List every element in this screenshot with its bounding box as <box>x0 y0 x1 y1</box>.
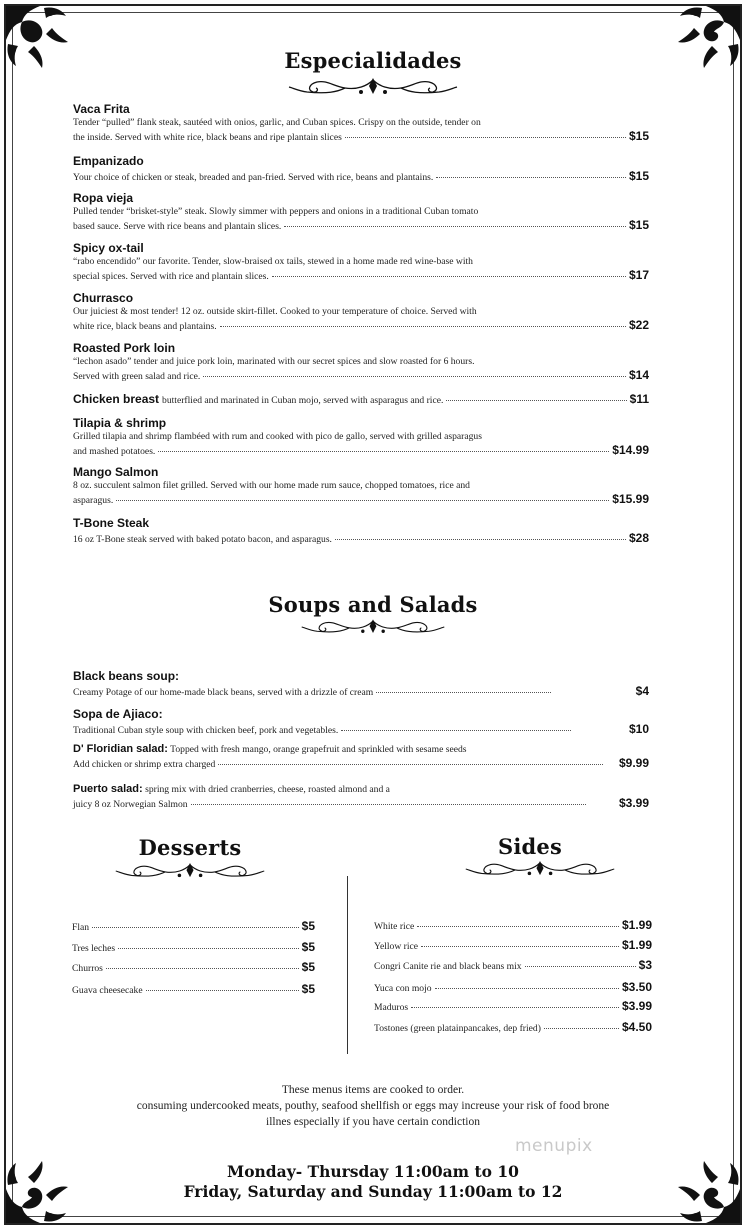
item-description: spring mix with dried cranberries, cheese, roasted almond and a <box>145 784 390 795</box>
item-price: $17 <box>628 268 649 282</box>
desserts-title: Desserts <box>138 835 242 860</box>
item-name: Flan <box>72 922 90 933</box>
item-price-row <box>73 368 649 382</box>
item-price-row <box>73 756 649 770</box>
dot-leader <box>158 451 609 452</box>
item-description: Traditional Cuban style soup with chicken beef, pork and vegetables. <box>73 725 339 736</box>
menu-item <box>73 340 649 382</box>
notice-line: illnes especially if you have certain condiction <box>266 1116 480 1128</box>
flourish-icon <box>287 76 459 98</box>
item-name: Ropa vieja <box>73 191 134 205</box>
item-name: Tilapia & shrimp <box>73 416 167 430</box>
item-price: $15 <box>628 218 649 232</box>
item-price: $3.99 <box>618 796 649 810</box>
specialties-title: Especialidades <box>284 48 462 73</box>
dot-leader <box>436 177 626 178</box>
menu-item <box>374 999 652 1013</box>
menu-item <box>374 958 652 972</box>
item-price: $22 <box>628 318 649 332</box>
item-description: based sauce. Serve with rice beans and plantain slices. <box>73 221 282 232</box>
dot-leader <box>446 400 626 401</box>
dot-leader <box>376 692 551 693</box>
menu-item <box>73 706 649 736</box>
item-name: Puerto salad: <box>73 783 143 795</box>
item-description: the inside. Served with white rice, black beans and ripe plantain slices <box>73 132 342 143</box>
item-description: 16 oz T-Bone steak served with baked potato bacon, and asparagus. <box>73 534 332 545</box>
item-price: $4.50 <box>621 1020 652 1034</box>
menu-item <box>73 668 649 698</box>
menu-item <box>73 290 649 332</box>
item-name: Congri Canite rie and black beans mix <box>374 961 522 972</box>
flourish-icon <box>300 616 446 638</box>
item-price: $28 <box>628 531 649 545</box>
item-price: $10 <box>628 722 649 736</box>
item-price-row <box>73 531 649 545</box>
menu-item <box>73 464 649 506</box>
menu-item <box>72 919 315 933</box>
menu-item <box>374 980 652 994</box>
menu-item <box>72 940 315 954</box>
dot-leader <box>118 948 299 949</box>
dot-leader <box>218 764 603 765</box>
item-description: “rabo encendido” our favorite. Tender, slow-braised ox tails, stewed in a home made red wine-base with <box>73 256 473 267</box>
item-price: $3.99 <box>621 999 652 1013</box>
menu-item <box>73 391 649 407</box>
menu-item <box>73 415 649 457</box>
item-price: $3 <box>638 958 652 972</box>
item-name: T-Bone Steak <box>73 516 150 530</box>
item-price: $15 <box>628 129 649 143</box>
item-description: Served with green salad and rice. <box>73 371 201 382</box>
item-name: Chicken breast <box>73 392 160 406</box>
item-name: White rice <box>374 921 415 932</box>
item-name: Vaca Frita <box>73 102 130 116</box>
item-name: Tostones (green platainpancakes, dep fried) <box>374 1023 541 1034</box>
item-price-row <box>73 318 649 332</box>
soups-title: Soups and Salads <box>268 592 478 617</box>
item-price: $9.99 <box>618 756 649 770</box>
item-name: Spicy ox-tail <box>73 241 144 255</box>
item-name: Roasted Pork loin <box>73 341 176 355</box>
menu-item <box>73 190 649 232</box>
dot-leader <box>341 730 571 731</box>
item-name: D' Floridian salad: <box>73 743 168 755</box>
item-description: Topped with fresh mango, orange grapefruit and sprinkled with sesame seeds <box>170 744 467 755</box>
item-description: white rice, black beans and plantains. <box>73 321 217 332</box>
menu-item <box>72 982 315 996</box>
dot-leader <box>411 1007 619 1008</box>
menu-item <box>374 938 652 952</box>
dot-leader <box>220 326 626 327</box>
item-name: Mango Salmon <box>73 465 159 479</box>
dot-leader <box>435 988 619 989</box>
corner-ornament-icon <box>0 0 92 92</box>
item-name: Sopa de Ajiaco: <box>73 707 163 721</box>
item-price-row <box>73 218 649 232</box>
item-price: $15.99 <box>612 492 649 506</box>
item-description: Your choice of chicken or steak, breaded and pan-fried. Served with rice, beans and plantains. <box>73 172 434 183</box>
item-price: $1.99 <box>621 938 652 952</box>
dot-leader <box>272 276 626 277</box>
dot-leader <box>544 1028 619 1029</box>
dot-leader <box>525 966 636 967</box>
menu-item <box>73 153 649 183</box>
notice-line: These menus items are cooked to order. <box>281 1084 465 1096</box>
dot-leader <box>421 946 619 947</box>
item-price: $11 <box>629 392 649 406</box>
flourish-icon <box>114 860 266 882</box>
item-first-line <box>73 743 649 756</box>
dot-leader <box>284 226 626 227</box>
item-price: $14 <box>628 368 649 382</box>
item-price: $5 <box>301 982 315 996</box>
item-price: $5 <box>301 960 315 974</box>
item-price: $4 <box>635 684 649 698</box>
dot-leader <box>106 968 299 969</box>
item-price: $14.99 <box>612 443 649 457</box>
dot-leader <box>191 804 586 805</box>
sides-title: Sides <box>497 834 562 859</box>
item-description: and mashed potatoes. <box>73 446 156 457</box>
notice-line: consuming undercooked meats, pouthy, seafood shellfish or eggs may increuse your risk of food brone <box>136 1100 610 1112</box>
item-price: $15 <box>628 169 649 183</box>
hours-line: Friday, Saturday and Sunday 11:00am to 12 <box>183 1182 563 1201</box>
item-name: Tres leches <box>72 943 116 954</box>
item-price-row <box>73 169 649 183</box>
dot-leader <box>203 376 626 377</box>
dot-leader <box>92 927 299 928</box>
item-description: Our juiciest & most tender! 12 oz. outside skirt-fillet. Cooked to your temperature of choice. Served with <box>73 306 477 317</box>
dot-leader <box>417 926 619 927</box>
corner-ornament-icon <box>654 0 746 92</box>
item-price-row <box>73 391 649 407</box>
item-name: Churrasco <box>73 291 134 305</box>
item-price-row <box>73 129 649 143</box>
item-description: asparagus. <box>73 495 114 506</box>
item-description: Add chicken or shrimp extra charged <box>73 759 216 770</box>
item-description: Pulled tender “brisket-style” steak. Slowly simmer with peppers and onions in a traditional Cuban tomato <box>73 206 479 217</box>
item-price: $5 <box>301 940 315 954</box>
item-name: Black beans soup: <box>73 669 180 683</box>
item-first-line <box>73 783 649 796</box>
menu-item <box>72 960 315 974</box>
item-description: Tender “pulled” flank steak, sautéed with onios, garlic, and Cuban spices. Crispy on the outside, tender on <box>73 117 481 128</box>
item-description: Creamy Potage of our home-made black beans, served with a drizzle of cream <box>73 687 374 698</box>
hours-line: Monday- Thursday 11:00am to 10 <box>227 1162 519 1181</box>
menu-item <box>73 101 649 143</box>
item-name: Maduros <box>374 1002 409 1013</box>
item-price: $1.99 <box>621 918 652 932</box>
column-divider <box>347 876 348 1054</box>
item-price-row <box>73 492 649 506</box>
item-price-row <box>73 722 649 736</box>
dot-leader <box>146 990 299 991</box>
dot-leader <box>335 539 626 540</box>
item-description: 8 oz. succulent salmon filet grilled. Served with our home made rum sauce, chopped tomatoes, rice and <box>73 480 470 491</box>
menu-item <box>73 240 649 282</box>
menu-item <box>73 783 649 810</box>
menu-item <box>73 515 649 545</box>
item-name: Yellow rice <box>374 941 419 952</box>
item-description: butterflied and marinated in Cuban mojo, served with asparagus and rice. <box>162 395 444 406</box>
menu-item <box>374 918 652 932</box>
item-name: Churros <box>72 963 103 974</box>
dot-leader <box>116 500 609 501</box>
item-price-row <box>73 684 649 698</box>
item-name: Empanizado <box>73 154 144 168</box>
item-name: Yuca con mojo <box>374 983 432 994</box>
menu-item <box>374 1020 652 1034</box>
item-description: juicy 8 oz Norwegian Salmon <box>73 799 188 810</box>
flourish-icon <box>464 858 616 880</box>
watermark-logo: menupix <box>515 1136 593 1156</box>
item-price: $3.50 <box>621 980 652 994</box>
menu-item <box>73 743 649 770</box>
item-description: special spices. Served with rice and plantain slices. <box>73 271 269 282</box>
item-description: Grilled tilapia and shrimp flambéed with rum and cooked with pico de gallo, served with grilled asparagus <box>73 431 482 442</box>
item-description: “lechon asado” tender and juice pork loin, marinated with our secret spices and slow roasted for 6 hours. <box>73 356 475 367</box>
item-price-row <box>73 268 649 282</box>
item-name: Guava cheesecake <box>72 985 143 996</box>
item-price: $5 <box>301 919 315 933</box>
dot-leader <box>345 137 626 138</box>
item-price-row <box>73 443 649 457</box>
item-price-row <box>73 796 649 810</box>
